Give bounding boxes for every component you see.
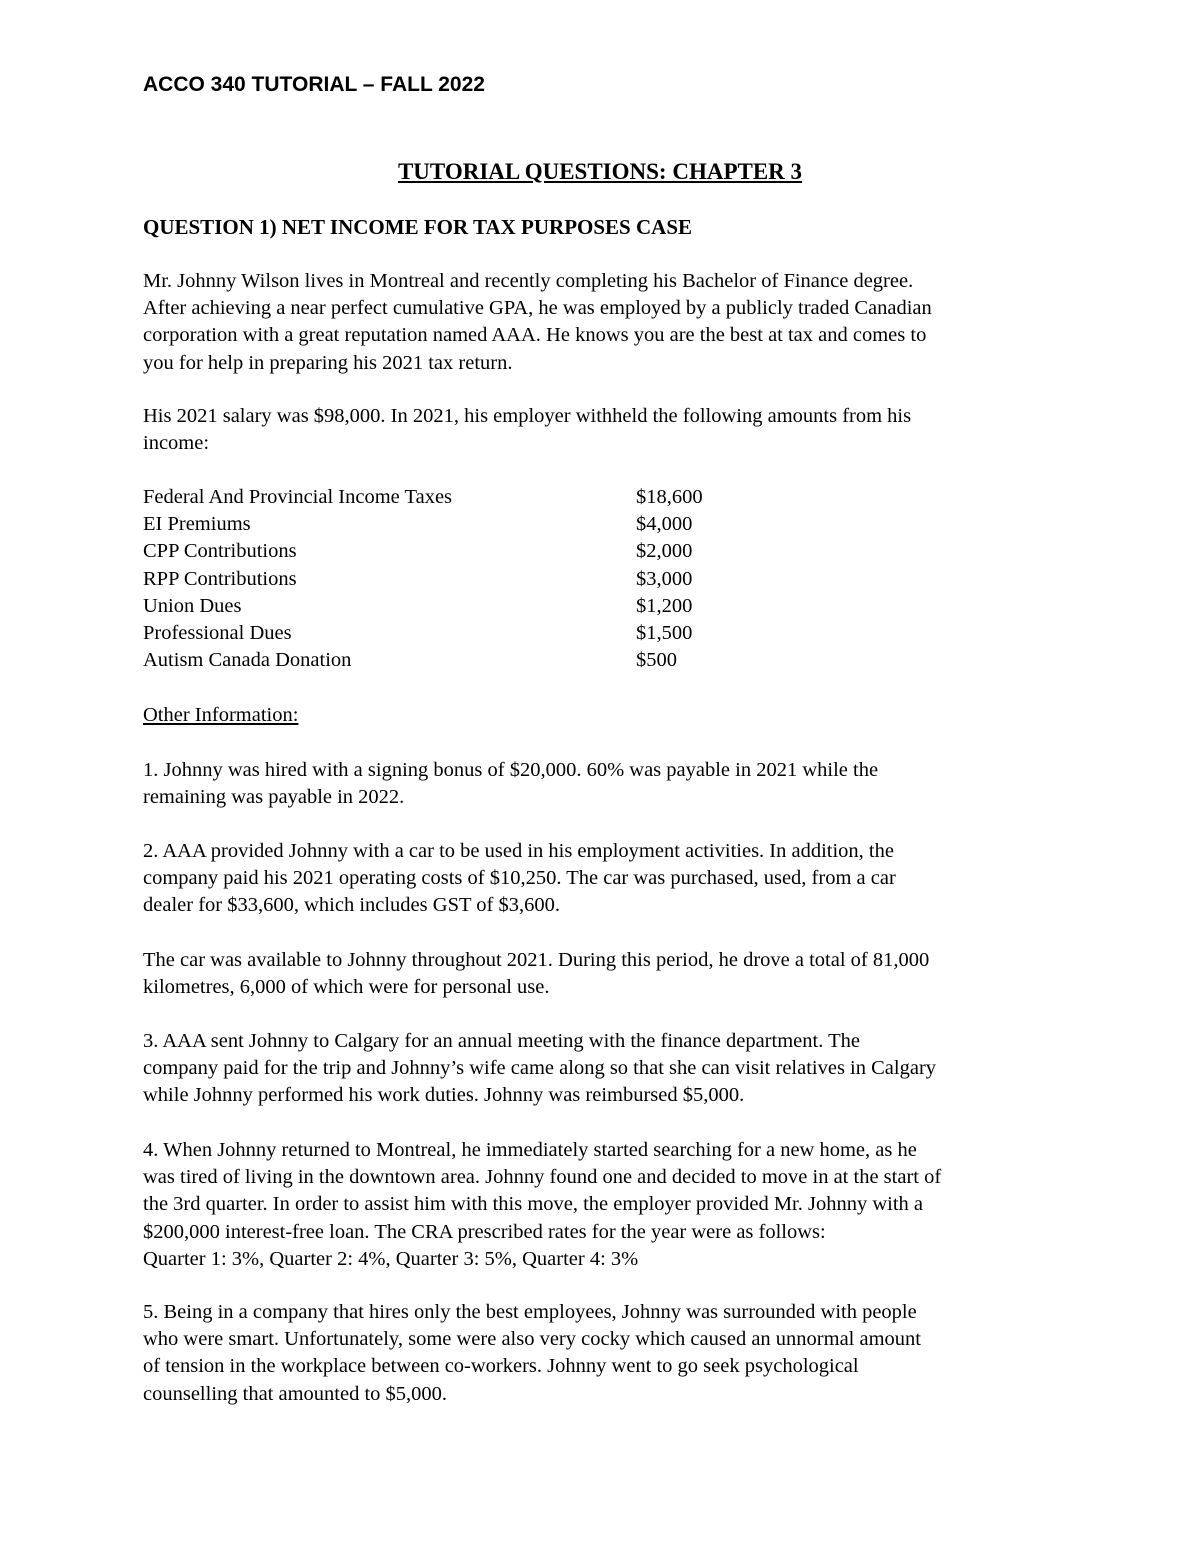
withholding-amount: $1,200 [636, 594, 693, 617]
table-row [143, 647, 703, 674]
table-row [143, 566, 703, 593]
text-line: was tired of living in the downtown area. Johnny found one and decided to move in at the start of [143, 1166, 942, 1189]
withholding-label: Union Dues [143, 594, 242, 617]
text-line: while Johnny performed his work duties. Johnny was reimbursed $5,000. [143, 1084, 745, 1107]
page-title: TUTORIAL QUESTIONS: CHAPTER 3 [397, 159, 803, 184]
text-line: corporation with a great reputation named AAA. He knows you are the best at tax and comes to [143, 324, 927, 347]
text-line: The car was available to Johnny throughout 2021. During this period, he drove a total of 81,000 [143, 949, 930, 971]
info-item-2-continued [143, 947, 1073, 1001]
text-line: company paid for the trip and Johnny’s wife came along so that she can visit relatives in Calgary [143, 1057, 937, 1080]
withholding-label: Professional Dues [143, 622, 292, 645]
withholding-amount: $18,600 [636, 486, 703, 508]
text-line: dealer for $33,600, which includes GST of $3,600. [143, 894, 560, 917]
salary-paragraph [143, 403, 1073, 457]
text-line: After achieving a near perfect cumulative GPA, he was employed by a publicly traded Canadian [143, 297, 932, 320]
withholdings-table [143, 484, 703, 674]
table-row [143, 511, 703, 538]
withholding-label: CPP Contributions [143, 540, 297, 563]
text-line: 2. AAA provided Johnny with a car to be used in his employment activities. In addition, the [143, 840, 894, 862]
withholding-label: RPP Contributions [143, 567, 297, 590]
text-line: 3. AAA sent Johnny to Calgary for an annual meeting with the finance department. The [143, 1030, 860, 1052]
table-row [143, 620, 703, 647]
info-item-5 [143, 1299, 1073, 1408]
text-line: 1. Johnny was hired with a signing bonus of $20,000. 60% was payable in 2021 while the [143, 759, 879, 781]
text-line: 5. Being in a company that hires only the best employees, Johnny was surrounded with people [143, 1301, 917, 1323]
withholding-amount: $2,000 [636, 540, 693, 563]
info-item-4 [143, 1137, 1073, 1273]
other-info-heading: Other Information: [143, 704, 299, 726]
info-item-3 [143, 1028, 1073, 1110]
info-item-2 [143, 838, 1073, 920]
text-line: company paid his 2021 operating costs of $10,250. The car was purchased, used, from a car [143, 867, 896, 890]
question-heading: QUESTION 1) NET INCOME FOR TAX PURPOSES CASE [143, 215, 693, 239]
text-line: counselling that amounted to $5,000. [143, 1382, 448, 1405]
course-header: ACCO 340 TUTORIAL – FALL 2022 [143, 73, 485, 96]
text-line: His 2021 salary was $98,000. In 2021, his employer withheld the following amounts from his [143, 405, 912, 427]
table-row [143, 538, 703, 565]
text-line: $200,000 interest-free loan. The CRA prescribed rates for the year were as follows: [143, 1220, 826, 1243]
text-line: the 3rd quarter. In order to assist him with this move, the employer provided Mr. Johnny with a [143, 1193, 924, 1216]
text-line: kilometres, 6,000 of which were for personal use. [143, 976, 550, 999]
text-line: Mr. Johnny Wilson lives in Montreal and recently completing his Bachelor of Finance degree. [143, 270, 914, 292]
table-row [143, 484, 703, 511]
withholding-label: Federal And Provincial Income Taxes [143, 486, 453, 508]
text-line: 4. When Johnny returned to Montreal, he immediately started searching for a new home, as he [143, 1139, 917, 1161]
withholding-label: Autism Canada Donation [143, 649, 352, 672]
text-line: of tension in the workplace between co-workers. Johnny went to go seek psychological [143, 1355, 859, 1378]
text-line: who were smart. Unfortunately, some were also very cocky which caused an unnormal amount [143, 1328, 921, 1351]
other-info-heading-block [143, 702, 1073, 729]
withholding-amount: $3,000 [636, 567, 693, 590]
table-row [143, 593, 703, 620]
text-line: Quarter 1: 3%, Quarter 2: 4%, Quarter 3: 5%, Quarter 4: 3% [143, 1247, 639, 1270]
info-item-1 [143, 757, 1073, 811]
withholding-amount: $1,500 [636, 622, 693, 645]
withholding-amount: $500 [636, 649, 677, 672]
withholding-label: EI Premiums [143, 513, 251, 536]
intro-paragraph [143, 268, 1073, 377]
text-line: income: [143, 432, 210, 455]
text-line: remaining was payable in 2022. [143, 786, 405, 809]
withholding-amount: $4,000 [636, 513, 693, 536]
text-line: you for help in preparing his 2021 tax return. [143, 351, 513, 374]
